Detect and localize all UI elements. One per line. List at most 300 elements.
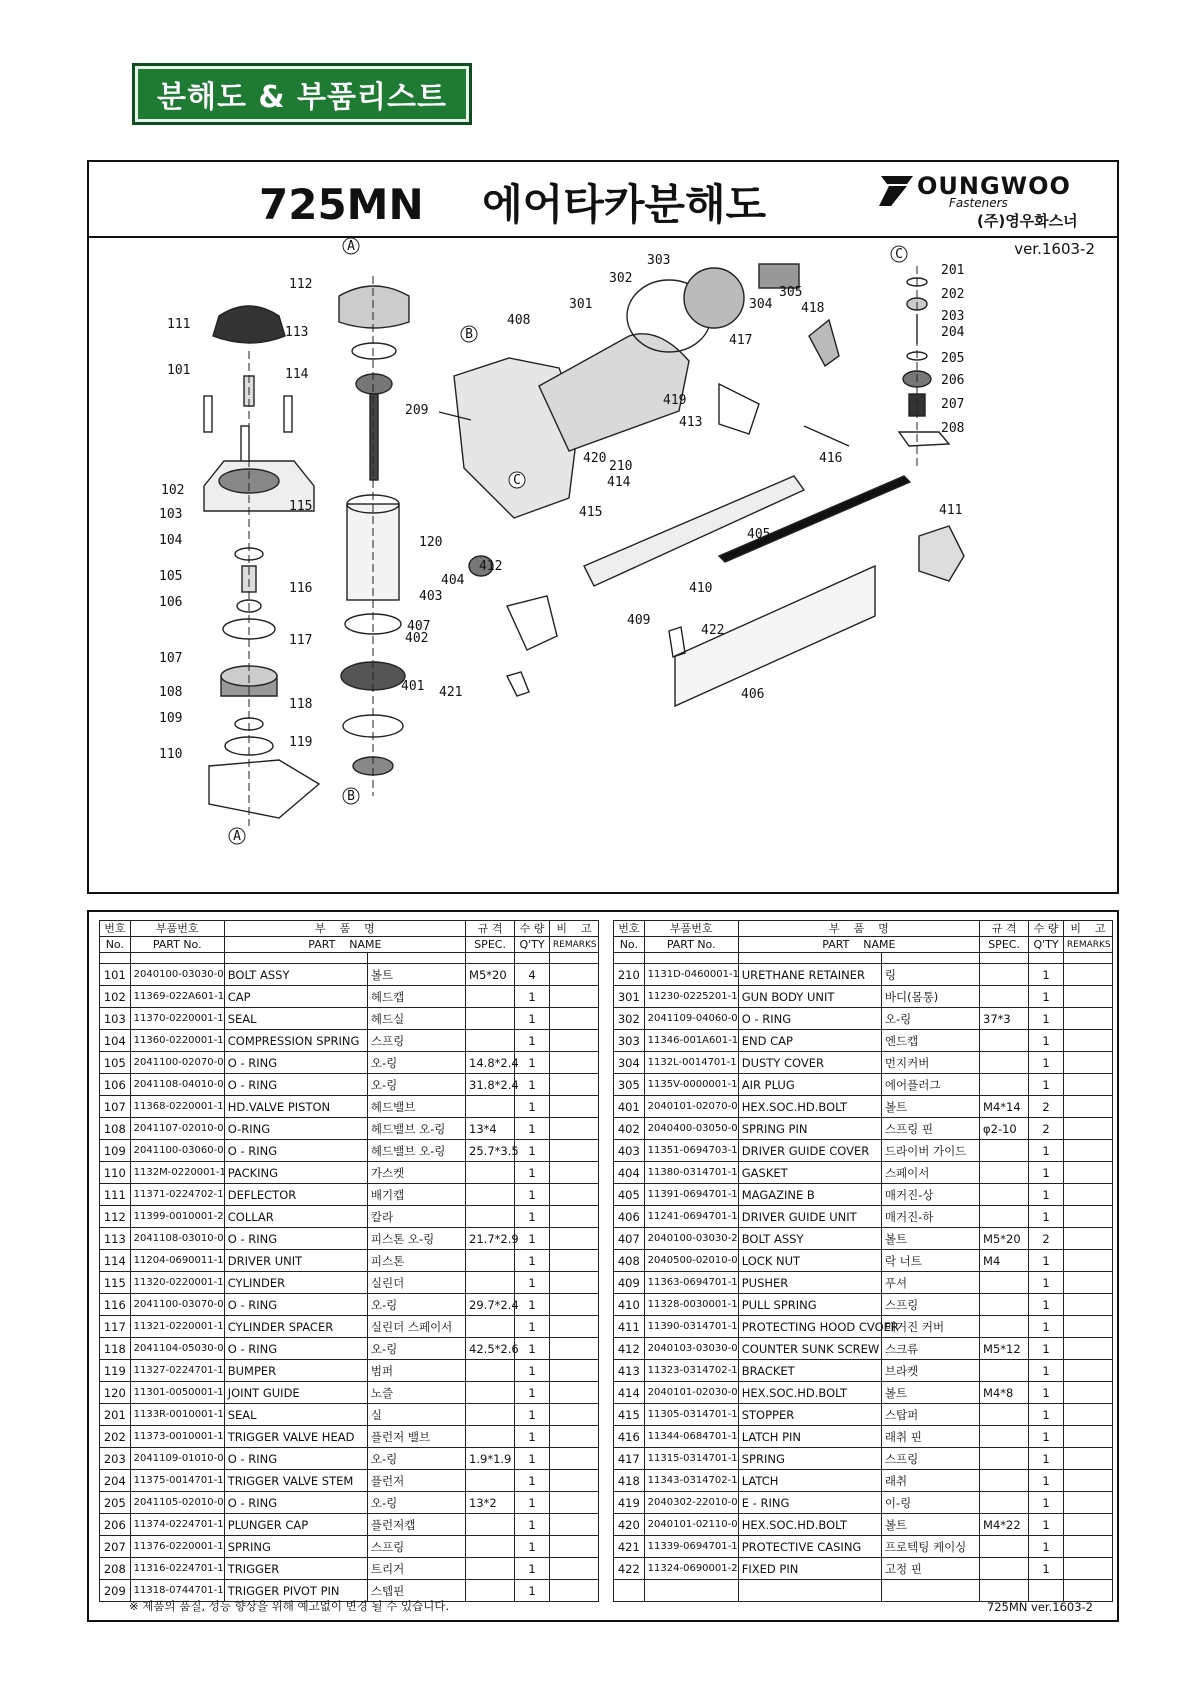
part-number-cell: 405	[614, 1184, 645, 1206]
parts-table-right-grid	[613, 920, 1113, 1602]
part-code-cell: 2041100-02070-0	[130, 1052, 224, 1074]
part-number-label: 411	[939, 503, 963, 518]
remarks-cell	[549, 1118, 598, 1140]
qty-cell: 1	[515, 1558, 550, 1580]
remarks-cell	[549, 1250, 598, 1272]
header-no-en: No.	[614, 937, 645, 953]
part-number-label: 420	[583, 451, 607, 466]
part-number-label: 305	[779, 285, 803, 300]
part-number-label: 202	[941, 287, 965, 302]
part-name-en-cell: CYLINDER SPACER	[224, 1316, 367, 1338]
remarks-cell	[1063, 1470, 1112, 1492]
spec-cell: 13*4	[466, 1118, 515, 1140]
spec-cell	[980, 1404, 1029, 1426]
part-name-kr-cell: 실린더	[367, 1272, 465, 1294]
footer-version: 725MN ver.1603-2	[986, 1600, 1093, 1614]
table-row	[614, 1272, 1113, 1294]
spec-cell	[980, 1536, 1029, 1558]
part-name-en-cell: COUNTER SUNK SCREW	[738, 1338, 881, 1360]
spec-cell	[980, 1074, 1029, 1096]
part-name-en-cell	[738, 1580, 881, 1602]
parts-table-left-grid	[99, 920, 599, 1602]
table-row	[614, 1338, 1113, 1360]
part-name-en-cell: TRIGGER	[224, 1558, 367, 1580]
part-name-kr-cell: 볼트	[881, 1382, 979, 1404]
spec-cell	[980, 964, 1029, 986]
part-number-cell: 209	[100, 1580, 131, 1602]
qty-cell: 1	[1029, 1272, 1064, 1294]
part-name-en-cell: HD.VALVE PISTON	[224, 1096, 367, 1118]
part-name-kr-cell: 배기캡	[367, 1184, 465, 1206]
part-name-kr-cell: 헤드실	[367, 1008, 465, 1030]
spec-cell	[980, 1030, 1029, 1052]
spec-cell	[466, 1536, 515, 1558]
remarks-cell	[1063, 1118, 1112, 1140]
part-code-cell: 11315-0314701-1	[644, 1448, 738, 1470]
spec-cell	[980, 986, 1029, 1008]
part-number-cell: 422	[614, 1558, 645, 1580]
qty-cell: 1	[515, 986, 550, 1008]
part-name-kr-cell: 브라켓	[881, 1360, 979, 1382]
spec-cell	[466, 1558, 515, 1580]
part-number-label: 207	[941, 397, 965, 412]
part-name-kr-cell: 헤드캡	[367, 986, 465, 1008]
part-name-en-cell: SEAL	[224, 1404, 367, 1426]
part-name-kr-cell: 볼트	[881, 1096, 979, 1118]
part-number-label: 119	[289, 735, 313, 750]
part-number-label: 120	[419, 535, 443, 550]
header-part-no: 부품번호	[130, 921, 224, 937]
part-name-en-cell: COMPRESSION SPRING	[224, 1030, 367, 1052]
part-code-cell: 11351-0694703-1	[644, 1140, 738, 1162]
remarks-cell	[1063, 1074, 1112, 1096]
part-number-label: 106	[159, 595, 183, 610]
part-name-kr-cell: 피스톤	[367, 1250, 465, 1272]
part-name-kr-cell: 엔드캡	[881, 1030, 979, 1052]
part-number-label: 412	[479, 559, 503, 574]
part-code-cell: 11305-0314701-1	[644, 1404, 738, 1426]
part-number-label: 105	[159, 569, 183, 584]
part-code-cell: 11343-0314702-1	[644, 1470, 738, 1492]
table-row	[614, 1074, 1113, 1096]
remarks-cell	[1063, 1052, 1112, 1074]
part-name-en-cell: E - RING	[738, 1492, 881, 1514]
table-spacer-row	[100, 953, 599, 964]
qty-cell: 1	[515, 1074, 550, 1096]
remarks-cell	[549, 1514, 598, 1536]
qty-cell: 1	[515, 1030, 550, 1052]
spacer-cell	[466, 953, 515, 964]
part-name-en-cell: O - RING	[224, 1074, 367, 1096]
spec-cell	[466, 1382, 515, 1404]
parts-table-right	[613, 920, 1113, 1602]
callout-letter: C	[895, 247, 903, 262]
part-code-cell: 1132M-0220001-1	[130, 1162, 224, 1184]
part-code-cell: 2040101-02110-0	[644, 1514, 738, 1536]
remarks-cell	[549, 1338, 598, 1360]
company-name-kr: (주)영우화스너	[977, 212, 1078, 230]
part-number-label: 304	[749, 297, 773, 312]
spacer-cell	[644, 953, 738, 964]
part-name-en-cell: DRIVER GUIDE COVER	[738, 1140, 881, 1162]
table-row	[614, 1250, 1113, 1272]
part-number-cell: 302	[614, 1008, 645, 1030]
part-code-cell: 11320-0220001-1	[130, 1272, 224, 1294]
remarks-cell	[1063, 1338, 1112, 1360]
part-name-kr-cell: 고정 핀	[881, 1558, 979, 1580]
header-remarks-en: REMARKS	[549, 937, 598, 953]
table-row	[100, 1118, 599, 1140]
table-row	[614, 1096, 1113, 1118]
qty-cell: 1	[1029, 1426, 1064, 1448]
part-name-en-cell: HEX.SOC.HD.BOLT	[738, 1096, 881, 1118]
part-number-cell: 105	[100, 1052, 131, 1074]
remarks-cell	[1063, 1250, 1112, 1272]
part-name-en-cell: HEX.SOC.HD.BOLT	[738, 1514, 881, 1536]
part-number-label: 113	[285, 325, 309, 340]
part-number-cell: 403	[614, 1140, 645, 1162]
part-code-cell: 2041100-03060-0	[130, 1140, 224, 1162]
part-name-en-cell: MAGAZINE B	[738, 1184, 881, 1206]
part-number-cell: 208	[100, 1558, 131, 1580]
table-row	[614, 1580, 1113, 1602]
part-number-label: 418	[801, 301, 825, 316]
remarks-cell	[1063, 1536, 1112, 1558]
header-part-no-en: PART No.	[130, 937, 224, 953]
spacer-cell	[980, 953, 1029, 964]
part-name-en-cell: BRACKET	[738, 1360, 881, 1382]
part-name-kr-cell: 실	[367, 1404, 465, 1426]
part-code-cell: 2040101-02030-0	[644, 1382, 738, 1404]
remarks-cell	[549, 1316, 598, 1338]
part-name-kr-cell: 프로텍팅 케이싱	[881, 1536, 979, 1558]
qty-cell: 1	[515, 1118, 550, 1140]
table-row	[614, 1030, 1113, 1052]
part-code-cell: 11230-0225201-1	[644, 986, 738, 1008]
part-number-label: 210	[609, 459, 633, 474]
part-name-en-cell: JOINT GUIDE	[224, 1382, 367, 1404]
part-name-en-cell: O - RING	[224, 1228, 367, 1250]
table-row	[614, 1052, 1113, 1074]
part-name-en-cell: TRIGGER PIVOT PIN	[224, 1580, 367, 1602]
part-name-kr-cell: 오-링	[367, 1294, 465, 1316]
qty-cell: 1	[515, 1228, 550, 1250]
table-row	[100, 1338, 599, 1360]
part-number-cell: 413	[614, 1360, 645, 1382]
qty-cell: 1	[1029, 1008, 1064, 1030]
spec-cell	[466, 1316, 515, 1338]
part-name-kr-cell: 링	[881, 964, 979, 986]
qty-cell: 1	[1029, 1162, 1064, 1184]
part-code-cell: 2041109-04060-0	[644, 1008, 738, 1030]
part-number-label: 203	[941, 309, 965, 324]
part-number-cell: 206	[100, 1514, 131, 1536]
part-name-en-cell: O - RING	[224, 1052, 367, 1074]
remarks-cell	[549, 1558, 598, 1580]
remarks-cell	[1063, 1404, 1112, 1426]
part-name-kr-cell: 스페이서	[881, 1162, 979, 1184]
spacer-cell	[1029, 953, 1064, 964]
table-row	[100, 1448, 599, 1470]
part-number-label: 405	[747, 527, 771, 542]
part-name-en-cell: DRIVER UNIT	[224, 1250, 367, 1272]
spacer-cell	[130, 953, 224, 964]
table-row	[614, 1360, 1113, 1382]
remarks-cell	[549, 1426, 598, 1448]
part-number-label: 109	[159, 711, 183, 726]
header-part-name: 부 품 명	[224, 921, 465, 937]
remarks-cell	[549, 986, 598, 1008]
part-code-cell: 11368-0220001-1	[130, 1096, 224, 1118]
spec-cell	[980, 1162, 1029, 1184]
part-number-cell: 304	[614, 1052, 645, 1074]
part-name-kr-cell: 플런저캡	[367, 1514, 465, 1536]
part-number-cell: 417	[614, 1448, 645, 1470]
part-name-kr-cell: 에어플러그	[881, 1074, 979, 1096]
logo-wordmark: OUNGWOO	[917, 172, 1071, 200]
spec-cell	[980, 1272, 1029, 1294]
part-name-kr-cell: 오-링	[367, 1074, 465, 1096]
part-code-cell: 2040100-03030-2	[644, 1228, 738, 1250]
remarks-cell	[549, 1360, 598, 1382]
remarks-cell	[549, 1096, 598, 1118]
spec-cell	[980, 1052, 1029, 1074]
remarks-cell	[549, 1228, 598, 1250]
remarks-cell	[1063, 1558, 1112, 1580]
part-number-cell: 420	[614, 1514, 645, 1536]
part-name-kr-cell: 플런저	[367, 1470, 465, 1492]
disclaimer-note: ※ 제품의 품질, 성능 향상을 위해 예고없이 변경 될 수 있습니다.	[129, 1599, 450, 1613]
spec-cell: M4*14	[980, 1096, 1029, 1118]
spec-cell: M4*8	[980, 1382, 1029, 1404]
spec-cell	[466, 1470, 515, 1492]
part-number-cell: 101	[100, 964, 131, 986]
spec-cell	[980, 1580, 1029, 1602]
table-row	[100, 1382, 599, 1404]
part-name-en-cell: O - RING	[224, 1338, 367, 1360]
part-number-label: 103	[159, 507, 183, 522]
part-number-label: 118	[289, 697, 313, 712]
remarks-cell	[1063, 1030, 1112, 1052]
table-row	[100, 1316, 599, 1338]
header-spec-en: SPEC.	[466, 937, 515, 953]
part-number-label: 401	[401, 679, 425, 694]
part-number-cell: 408	[614, 1250, 645, 1272]
part-number-cell: 303	[614, 1030, 645, 1052]
part-number-cell: 421	[614, 1536, 645, 1558]
part-code-cell: 11321-0220001-1	[130, 1316, 224, 1338]
part-code-cell: 11369-022A601-1	[130, 986, 224, 1008]
spec-cell: 21.7*2.9	[466, 1228, 515, 1250]
part-code-cell: 1135V-0000001-1	[644, 1074, 738, 1096]
part-number-label: 413	[679, 415, 703, 430]
part-name-en-cell: BUMPER	[224, 1360, 367, 1382]
exploded-view-diagram	[89, 236, 1117, 892]
table-row	[100, 1030, 599, 1052]
remarks-cell	[1063, 986, 1112, 1008]
part-number-cell: 409	[614, 1272, 645, 1294]
qty-cell: 1	[1029, 1514, 1064, 1536]
part-number-label: 415	[579, 505, 603, 520]
spec-cell	[980, 1470, 1029, 1492]
table-row	[614, 1162, 1113, 1184]
spec-cell	[980, 1140, 1029, 1162]
part-name-en-cell: LOCK NUT	[738, 1250, 881, 1272]
qty-cell: 1	[515, 1448, 550, 1470]
spacer-cell	[515, 953, 550, 964]
part-number-cell: 114	[100, 1250, 131, 1272]
remarks-cell	[549, 1536, 598, 1558]
spec-cell	[466, 1030, 515, 1052]
part-number-label: 409	[627, 613, 651, 628]
part-name-en-cell: TRIGGER VALVE STEM	[224, 1470, 367, 1492]
part-number-cell	[614, 1580, 645, 1602]
remarks-cell	[549, 1470, 598, 1492]
spec-cell	[466, 1426, 515, 1448]
part-number-cell: 419	[614, 1492, 645, 1514]
qty-cell: 1	[1029, 1360, 1064, 1382]
table-row	[100, 986, 599, 1008]
part-name-en-cell: URETHANE RETAINER	[738, 964, 881, 986]
spec-cell	[466, 1360, 515, 1382]
part-number-cell: 107	[100, 1096, 131, 1118]
header-spec-en: SPEC.	[980, 937, 1029, 953]
part-number-label: 402	[405, 631, 429, 646]
qty-cell: 1	[515, 1140, 550, 1162]
table-row	[614, 1140, 1113, 1162]
callout-letter: A	[347, 239, 355, 254]
qty-cell: 1	[1029, 1206, 1064, 1228]
qty-cell: 1	[515, 1294, 550, 1316]
table-row	[100, 1250, 599, 1272]
table-row	[100, 1074, 599, 1096]
qty-cell: 1	[1029, 1338, 1064, 1360]
table-row	[614, 1228, 1113, 1250]
part-name-kr-cell: 스탑퍼	[881, 1404, 979, 1426]
part-code-cell: 2040101-02070-0	[644, 1096, 738, 1118]
part-number-label: 115	[289, 499, 313, 514]
part-name-en-cell: LATCH	[738, 1470, 881, 1492]
spec-cell	[466, 1514, 515, 1536]
diagram-version: ver.1603-2	[1014, 240, 1095, 258]
spacer-cell	[224, 953, 367, 964]
header-qty: 수 량	[1029, 921, 1064, 937]
part-code-cell: 11390-0314701-1	[644, 1316, 738, 1338]
part-name-en-cell: SPRING	[738, 1448, 881, 1470]
qty-cell: 1	[515, 1338, 550, 1360]
header-part-name-en: PART NAME	[224, 937, 465, 953]
part-code-cell: 2041108-03010-0	[130, 1228, 224, 1250]
part-name-kr-cell: 오-링	[367, 1448, 465, 1470]
part-number-label: 114	[285, 367, 309, 382]
part-name-en-cell: PLUNGER CAP	[224, 1514, 367, 1536]
part-name-kr-cell: 스프링	[367, 1536, 465, 1558]
remarks-cell	[1063, 1426, 1112, 1448]
part-name-en-cell: AIR PLUG	[738, 1074, 881, 1096]
remarks-cell	[1063, 1272, 1112, 1294]
qty-cell: 1	[515, 1206, 550, 1228]
qty-cell: 1	[1029, 1030, 1064, 1052]
header-remarks-en: REMARKS	[1063, 937, 1112, 953]
part-code-cell: 11376-0220001-1	[130, 1536, 224, 1558]
remarks-cell	[549, 964, 598, 986]
spacer-cell	[1063, 953, 1112, 964]
qty-cell: 1	[515, 1536, 550, 1558]
part-name-en-cell: DRIVER GUIDE UNIT	[738, 1206, 881, 1228]
table-row	[614, 1514, 1113, 1536]
part-number-cell: 418	[614, 1470, 645, 1492]
part-number-cell: 108	[100, 1118, 131, 1140]
part-code-cell: 11373-0010001-1	[130, 1426, 224, 1448]
table-row	[614, 1206, 1113, 1228]
part-number-cell: 301	[614, 986, 645, 1008]
qty-cell: 1	[1029, 1536, 1064, 1558]
part-name-en-cell: O - RING	[738, 1008, 881, 1030]
part-number-label: 416	[819, 451, 843, 466]
part-number-cell: 111	[100, 1184, 131, 1206]
spec-cell	[466, 1250, 515, 1272]
qty-cell: 1	[1029, 1294, 1064, 1316]
table-row	[100, 1228, 599, 1250]
part-name-en-cell: SPRING	[224, 1536, 367, 1558]
part-number-cell: 102	[100, 986, 131, 1008]
table-row	[100, 1184, 599, 1206]
remarks-cell	[549, 1206, 598, 1228]
spacer-cell	[367, 953, 465, 964]
remarks-cell	[1063, 1294, 1112, 1316]
part-number-label: 407	[407, 619, 431, 634]
remarks-cell	[549, 1184, 598, 1206]
qty-cell: 1	[515, 1492, 550, 1514]
part-name-en-cell: O - RING	[224, 1294, 367, 1316]
header-remarks: 비 고	[1063, 921, 1112, 937]
part-number-cell: 109	[100, 1140, 131, 1162]
part-name-kr-cell: 스프링	[881, 1448, 979, 1470]
part-name-en-cell: CYLINDER	[224, 1272, 367, 1294]
parts-table-left	[99, 920, 599, 1602]
part-name-kr-cell: 오-링	[367, 1052, 465, 1074]
part-code-cell: 11316-0224701-1	[130, 1558, 224, 1580]
remarks-cell	[1063, 1228, 1112, 1250]
part-name-en-cell: DUSTY COVER	[738, 1052, 881, 1074]
part-name-kr-cell: 칼라	[367, 1206, 465, 1228]
part-name-kr-cell: 이-링	[881, 1492, 979, 1514]
remarks-cell	[549, 1030, 598, 1052]
part-number-label: 419	[663, 393, 687, 408]
table-row	[100, 1206, 599, 1228]
spec-cell: 31.8*2.4	[466, 1074, 515, 1096]
part-name-kr-cell: 헤드밸브 오-링	[367, 1140, 465, 1162]
spec-cell	[466, 1580, 515, 1602]
part-name-kr-cell: 볼트	[881, 1228, 979, 1250]
part-number-label: 108	[159, 685, 183, 700]
qty-cell: 1	[1029, 1448, 1064, 1470]
remarks-cell	[1063, 1448, 1112, 1470]
part-name-en-cell: O - RING	[224, 1448, 367, 1470]
qty-cell: 1	[1029, 1492, 1064, 1514]
part-number-cell: 104	[100, 1030, 131, 1052]
table-row	[614, 1426, 1113, 1448]
qty-cell: 1	[515, 1514, 550, 1536]
part-name-kr-cell: 범퍼	[367, 1360, 465, 1382]
part-name-en-cell: BOLT ASSY	[738, 1228, 881, 1250]
header-spec: 규 격	[980, 921, 1029, 937]
part-code-cell: 11363-0694701-1	[644, 1272, 738, 1294]
qty-cell: 1	[515, 1382, 550, 1404]
part-name-kr-cell: 피스톤 오-링	[367, 1228, 465, 1250]
spacer-cell	[549, 953, 598, 964]
part-name-en-cell: FIXED PIN	[738, 1558, 881, 1580]
